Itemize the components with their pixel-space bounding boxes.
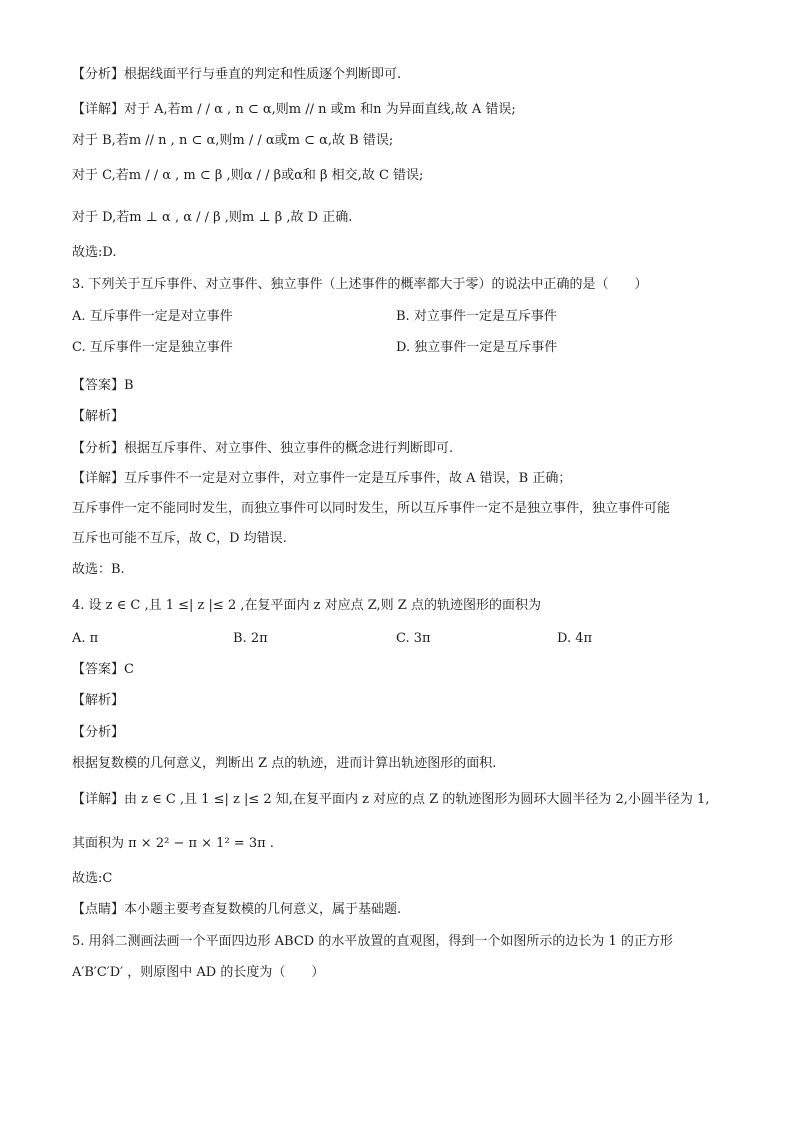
question-5-line-2: A′B′C′D′ ，则原图中 AD 的长度为（ ）: [72, 965, 325, 980]
analysis-header-q4: 【分析】: [72, 725, 125, 740]
answer-select-q4: 故选:C: [72, 871, 113, 886]
detail-q3-1: 【详解】互斥事件不一定是对立事件，对立事件一定是互斥事件，故 A 错误，B 正确；: [72, 471, 572, 486]
answer-q4: 【答案】C: [72, 662, 134, 677]
answer-select-q2: 故选:D.: [72, 245, 117, 260]
q4-option-a: A. π: [72, 631, 99, 646]
detail-q3-3: 互斥也可能不互斥，故 C，D 均错误.: [72, 531, 287, 546]
q4-option-b: B. 2π: [233, 631, 268, 646]
analysis-q3: 【分析】根据互斥事件、对立事件、独立事件的概念进行判断即可.: [72, 441, 454, 456]
explanation-header-q3: 【解析】: [72, 409, 125, 424]
answer-select-q3: 故选：B.: [72, 562, 125, 577]
q3-option-a: A. 互斥事件一定是对立事件: [72, 309, 233, 324]
answer-q3: 【答案】B: [72, 378, 134, 393]
detail-q4-1: 【详解】由 z ∈ C ,且 1 ≤| z |≤ 2 知,在复平面内 z 对应的点 Z 的轨迹图形为圆环大圆半径为 2,小圆半径为 1,: [72, 792, 710, 807]
analysis-q2: 【分析】根据线面平行与垂直的判定和性质逐个判断即可.: [72, 67, 402, 82]
detail-q4-2: 其面积为 π × 2² − π × 1² = 3π .: [72, 836, 274, 851]
detail-q3-2: 互斥事件一定不能同时发生，而独立事件可以同时发生，所以互斥事件一定不是独立事件，独立事件可能: [72, 501, 671, 516]
detail-q2-b: 对于 B,若m // n , n ⊂ α,则m / / α或m ⊂ α,故 B 错误;: [72, 133, 394, 148]
question-3: 3. 下列关于互斥事件、对立事件、独立事件（上述事件的概率都大于零）的说法中正确的是（ ）: [72, 277, 648, 292]
question-4: 4. 设 z ∈ C ,且 1 ≤| z |≤ 2 ,在复平面内 z 对应点 Z,则 Z 点的轨迹图形的面积为: [72, 598, 541, 613]
detail-q2-a: 【详解】对于 A,若m / / α , n ⊂ α,则m // n 或m 和n 为异面直线,故 A 错误;: [72, 102, 516, 117]
q4-option-c: C. 3π: [396, 631, 431, 646]
detail-q2-d: 对于 D,若m ⊥ α , α / / β ,则m ⊥ β ,故 D 正确.: [72, 210, 353, 225]
q3-option-d: D. 独立事件一定是互斥事件: [396, 340, 558, 355]
question-5-line-1: 5. 用斜二测画法画一个平面四边形 ABCD 的水平放置的直观图，得到一个如图所示的边长为 1 的正方形: [72, 934, 673, 949]
q3-option-c: C. 互斥事件一定是独立事件: [72, 340, 233, 355]
comment-q4: 【点睛】本小题主要考查复数模的几何意义，属于基础题.: [72, 902, 402, 917]
explanation-header-q4: 【解析】: [72, 693, 125, 708]
analysis-q4: 根据复数模的几何意义，判断出 Z 点的轨迹，进而计算出轨迹图形的面积.: [72, 756, 497, 771]
q4-option-d: D. 4π: [557, 631, 593, 646]
q3-option-b: B. 对立事件一定是互斥事件: [396, 309, 557, 324]
detail-q2-c: 对于 C,若m / / α , m ⊂ β ,则α / / β或α和 β 相交,故 C 错误;: [72, 168, 424, 183]
